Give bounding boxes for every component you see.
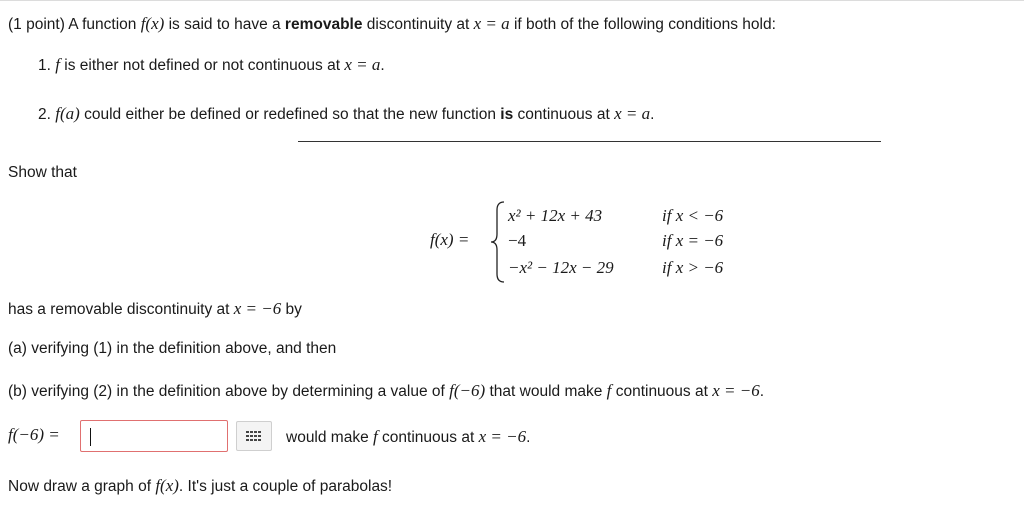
show-that-label: Show that: [8, 164, 77, 181]
condition-1: 1. f is either not defined or not continuous at x = a.: [38, 55, 385, 74]
piece-cond-3: if x > −6: [662, 258, 724, 277]
equation-editor-button[interactable]: [236, 421, 272, 451]
intro-text: (1 point) A function f(x) is said to have a removable discontinuity at x = a if both of the following conditions hold:: [8, 14, 776, 33]
piecewise-function: [430, 200, 760, 284]
answer-trailing-text: would make f continuous at x = −6.: [286, 427, 531, 446]
part-a: (a) verifying (1) in the definition above, and then: [8, 340, 337, 357]
piece-expr-2: −4: [508, 231, 527, 250]
piece-expr-1: x² + 12x + 43: [508, 206, 603, 225]
answer-input[interactable]: [80, 420, 228, 452]
keyboard-grid-icon: [237, 422, 271, 450]
condition-2: 2. f(a) could either be defined or redefined so that the new function is continuous at x = a.: [38, 104, 655, 123]
text-caret: [90, 428, 91, 446]
left-brace-icon: [490, 200, 506, 284]
removable-statement: has a removable discontinuity at x = −6 by: [8, 299, 302, 318]
top-divider: [0, 0, 1024, 1]
piece-cond-2: if x = −6: [662, 231, 724, 250]
section-divider: [298, 141, 881, 142]
piece-cond-1: if x < −6: [662, 206, 724, 225]
piecewise-lhs: f(x) =: [430, 230, 470, 249]
part-b: (b) verifying (2) in the definition above by determining a value of f(−6) that would make f continuous at x = −6.: [8, 381, 765, 400]
final-instruction: Now draw a graph of f(x). It's just a couple of parabolas!: [8, 476, 393, 495]
answer-label: f(−6) =: [8, 425, 60, 444]
piece-expr-3: −x² − 12x − 29: [508, 258, 614, 277]
